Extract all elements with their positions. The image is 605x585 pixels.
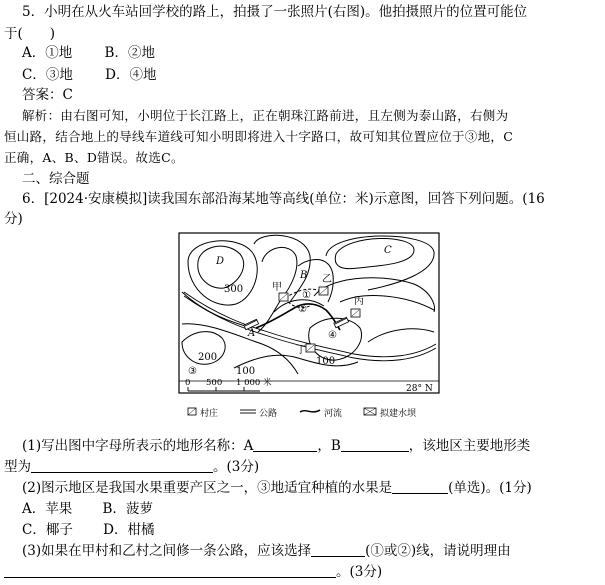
q6-sub2-option-a: A．苹果 bbox=[22, 501, 73, 517]
q6-sub1-line1 bbox=[22, 437, 530, 455]
scale-label-500: 500 bbox=[206, 378, 223, 388]
q6-sub1-text-a: (1)写出图中字母所表示的地形名称：A bbox=[22, 438, 254, 454]
q6-sub1-line2 bbox=[4, 458, 259, 476]
q6-stem-line2: 分) bbox=[4, 211, 23, 227]
label-c: C bbox=[384, 245, 392, 256]
legend-village: 村庄 bbox=[200, 409, 219, 419]
label-point4: ④ bbox=[328, 330, 337, 341]
legend-dam: 拟建水坝 bbox=[380, 409, 417, 419]
q6-sub3-line2 bbox=[4, 563, 382, 581]
q6-sub2-option-c: C．椰子 bbox=[22, 522, 73, 538]
q6-stem-line1: 6．[2024·安康模拟]读我国东部沿海某地等高线(单位：米)示意图，回答下列问题。(16 bbox=[22, 191, 545, 207]
q6-sub2-option-d: D．柑橘 bbox=[103, 522, 155, 538]
answer-blank-route[interactable] bbox=[311, 543, 365, 557]
q6-sub2-options-row1 bbox=[22, 500, 153, 518]
legend-highway: 公路 bbox=[259, 409, 278, 419]
q5-option-d: D．④地 bbox=[105, 67, 157, 83]
label-300: 300 bbox=[224, 284, 244, 295]
contour-southeast bbox=[368, 329, 434, 342]
scale-label-0: 0 bbox=[185, 378, 191, 388]
label-100-mid: 100 bbox=[316, 356, 336, 367]
q5-options-row1 bbox=[22, 44, 155, 62]
q6-sub2-text-a: (2)图示地区是我国水果重要产区之一，③地适宜种植的水果是 bbox=[22, 480, 393, 496]
q5-options-row2 bbox=[22, 66, 156, 84]
scale-label-1000: 1 000 米 bbox=[236, 378, 272, 388]
q6-sub2-option-b: B．菠萝 bbox=[102, 501, 153, 517]
answer-blank-b[interactable] bbox=[341, 438, 409, 452]
q6-sub2-options-row2 bbox=[22, 521, 154, 539]
label-point3: ③ bbox=[188, 366, 197, 377]
contour-east bbox=[314, 278, 434, 312]
legend-river: 河流 bbox=[324, 409, 343, 419]
label-jia: 甲 bbox=[272, 282, 282, 293]
q6-sub1-text-d: 型为 bbox=[4, 459, 31, 475]
q6-sub3-text-c: 。(3分) bbox=[336, 564, 383, 580]
label-d: D bbox=[216, 256, 225, 267]
q6-sub2-line bbox=[22, 479, 532, 497]
q5-explanation-line2: 恒山路，结合地上的导线车道线可知小明即将进入十字路口，故可知其位置应位于③地，C bbox=[4, 129, 514, 144]
section-heading: 二、综合题 bbox=[22, 171, 90, 187]
q6-sub2-text-b: (单选)。(1分) bbox=[448, 480, 532, 496]
q5-option-c: C．③地 bbox=[22, 67, 73, 83]
q6-sub3-line1 bbox=[22, 542, 511, 560]
label-point2: ② bbox=[298, 304, 307, 315]
label-ding: 丁 bbox=[296, 345, 306, 356]
q5-answer: 答案：C bbox=[22, 87, 73, 103]
q5-explanation-line3: 正确，A、B、D错误。故选C。 bbox=[4, 150, 184, 165]
label-200: 200 bbox=[198, 352, 218, 363]
q5-stem-line2: 于( ) bbox=[4, 26, 56, 42]
q6-sub1-text-e: 。(3分) bbox=[213, 459, 260, 475]
q5-option-a: A．①地 bbox=[22, 45, 73, 61]
legend bbox=[188, 407, 417, 419]
label-yi: 乙 bbox=[322, 274, 332, 285]
contour-c-top bbox=[335, 238, 414, 268]
q6-sub1-text-c: ，该地区主要地形类 bbox=[408, 438, 531, 454]
answer-blank-fruit[interactable] bbox=[392, 480, 448, 494]
answer-blank-reason[interactable] bbox=[4, 564, 336, 578]
answer-blank-landform-type[interactable] bbox=[31, 459, 213, 473]
label-point1: ① bbox=[302, 290, 311, 301]
q6-sub3-text-a: (3)如果在甲村和乙村之间修一条公路，应该选择 bbox=[22, 543, 312, 559]
q5-option-b: B．②地 bbox=[104, 45, 155, 61]
label-latitude: 28° N bbox=[406, 384, 433, 394]
contour-c-outer bbox=[326, 236, 434, 290]
contour-d-inner bbox=[198, 246, 244, 288]
q6-sub3-text-b: (①或②)线，请说明理由 bbox=[365, 543, 511, 559]
label-b: B bbox=[300, 270, 308, 281]
answer-blank-a[interactable] bbox=[253, 438, 317, 452]
contour-d-outer bbox=[188, 241, 257, 305]
label-100-west: 100 bbox=[236, 366, 256, 377]
q5-explanation-line1: 解析：由右图可知，小明位于长江路上，正在朝珠江路前进，且左侧为泰山路，右侧为 bbox=[22, 108, 509, 123]
label-bing: 丙 bbox=[354, 296, 364, 307]
q5-stem-line1: 5．小明在从火车站回学校的路上，拍摄了一张照片(右图)。他拍摄照片的位置可能位 bbox=[22, 4, 528, 20]
contour-map bbox=[178, 232, 440, 426]
q6-sub1-text-b: ，B bbox=[317, 438, 341, 454]
label-a: A bbox=[248, 328, 256, 339]
